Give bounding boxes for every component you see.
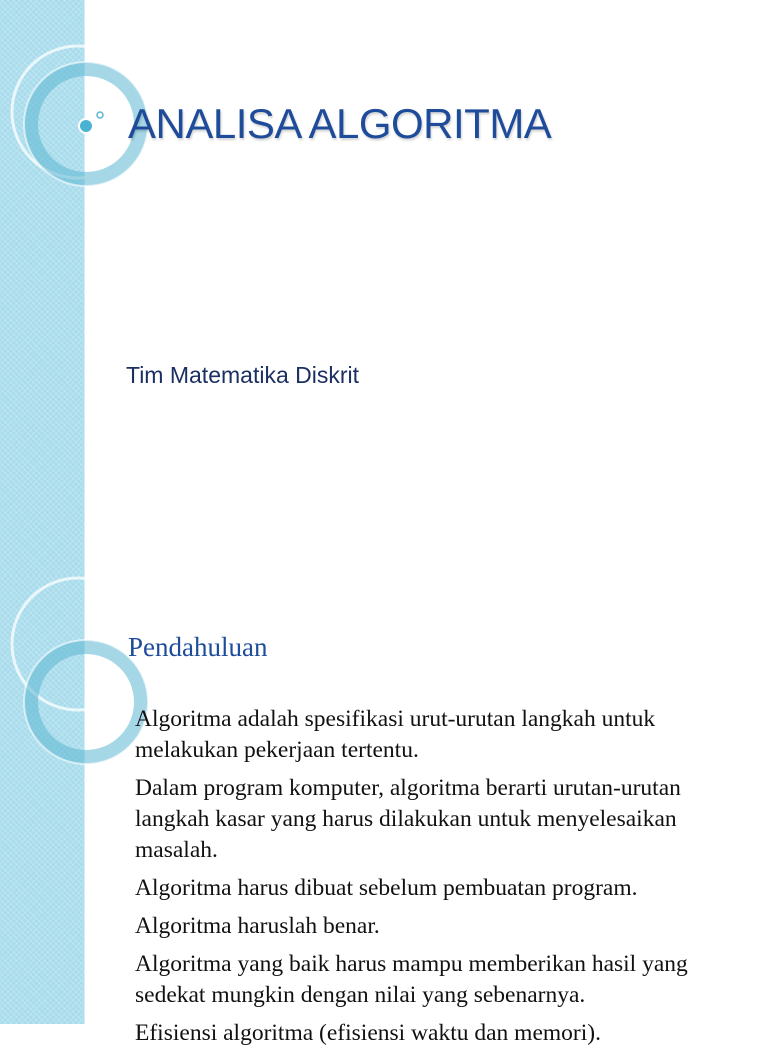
bullet-item: Algoritma yang baik harus mampu memberikan hasil yang sedekat mungkin dengan nilai yang sebenarnya. [135, 951, 688, 1008]
small-dot [97, 112, 103, 118]
bullet-item: Algoritma harus dibuat sebelum pembuatan program. [135, 875, 638, 901]
bullet-item: Algoritma haruslah benar. [135, 913, 380, 939]
sidebar-edge [84, 576, 85, 1024]
bullet-item: Dalam program komputer, algoritma berarti urutan-urutan langkah kasar yang harus dilakukan untuk menyelesaikan masalah. [135, 775, 681, 863]
bullet-list [135, 704, 747, 1056]
content-slide [0, 576, 768, 1046]
sidebar-edge [84, 0, 85, 576]
section-heading: Pendahuluan [128, 632, 268, 662]
bullet-item: Efisiensi algoritma (efisiensi waktu dan memori). [135, 1020, 601, 1046]
slide-title: ANALISA ALGORITMA [128, 100, 552, 147]
bullet-item: Algoritma adalah spesifikasi urut-urutan langkah untuk melakukan pekerjaan tertentu. [135, 706, 656, 763]
slide-subtitle: Tim Matematika Diskrit [126, 362, 359, 388]
slide-sidebar [0, 0, 84, 576]
slide-sidebar [0, 576, 84, 1024]
